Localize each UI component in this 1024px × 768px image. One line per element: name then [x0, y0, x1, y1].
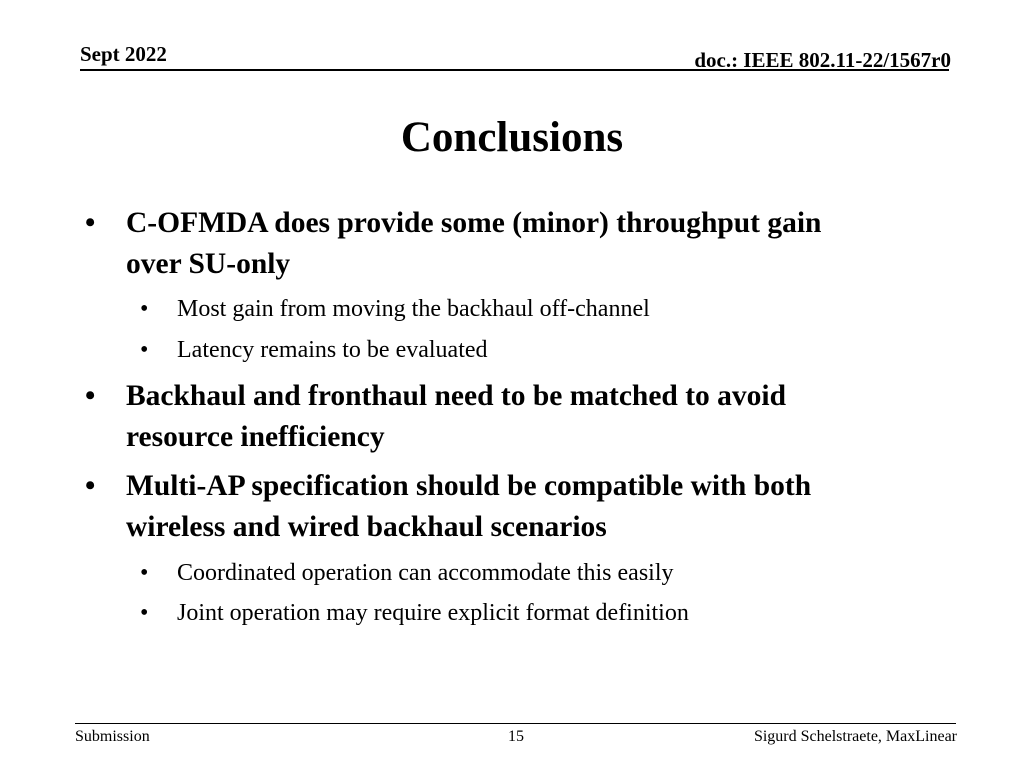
- slide-title: Conclusions: [400, 114, 624, 161]
- bullet-text: over SU-only: [126, 248, 291, 280]
- sub-bullet-text: Coordinated operation can accommodate this easily: [177, 560, 674, 586]
- footer-author: Sigurd Schelstraete, MaxLinear: [753, 728, 957, 745]
- header-doc-id: doc.: IEEE 802.11-22/1567r0: [694, 48, 951, 72]
- footer-page-number: 15: [508, 728, 524, 745]
- sub-bullet-text: Joint operation may require explicit format definition: [177, 600, 689, 626]
- sub-bullet-marker: •: [140, 560, 149, 586]
- header-date: Sept 2022: [80, 42, 167, 66]
- bullet-marker: •: [85, 470, 96, 502]
- bullet-text: resource inefficiency: [126, 421, 385, 453]
- footer-submission: Submission: [75, 728, 150, 745]
- sub-bullet-text: Most gain from moving the backhaul off-channel: [177, 296, 650, 322]
- sub-bullet-text: Latency remains to be evaluated: [177, 337, 488, 363]
- bullet-text: Backhaul and fronthaul need to be matched to avoid: [126, 380, 787, 412]
- sub-bullet-marker: •: [140, 600, 149, 626]
- bullet-text: wireless and wired backhaul scenarios: [126, 511, 607, 543]
- bullet-marker: •: [85, 207, 96, 239]
- sub-bullet-marker: •: [140, 296, 149, 322]
- bullet-text: Multi-AP specification should be compatible with both: [126, 470, 812, 502]
- bullet-text: C-OFMDA does provide some (minor) throughput gain: [126, 207, 822, 239]
- bullet-marker: •: [85, 380, 96, 412]
- footer-rule: [75, 723, 956, 724]
- sub-bullet-marker: •: [140, 337, 149, 363]
